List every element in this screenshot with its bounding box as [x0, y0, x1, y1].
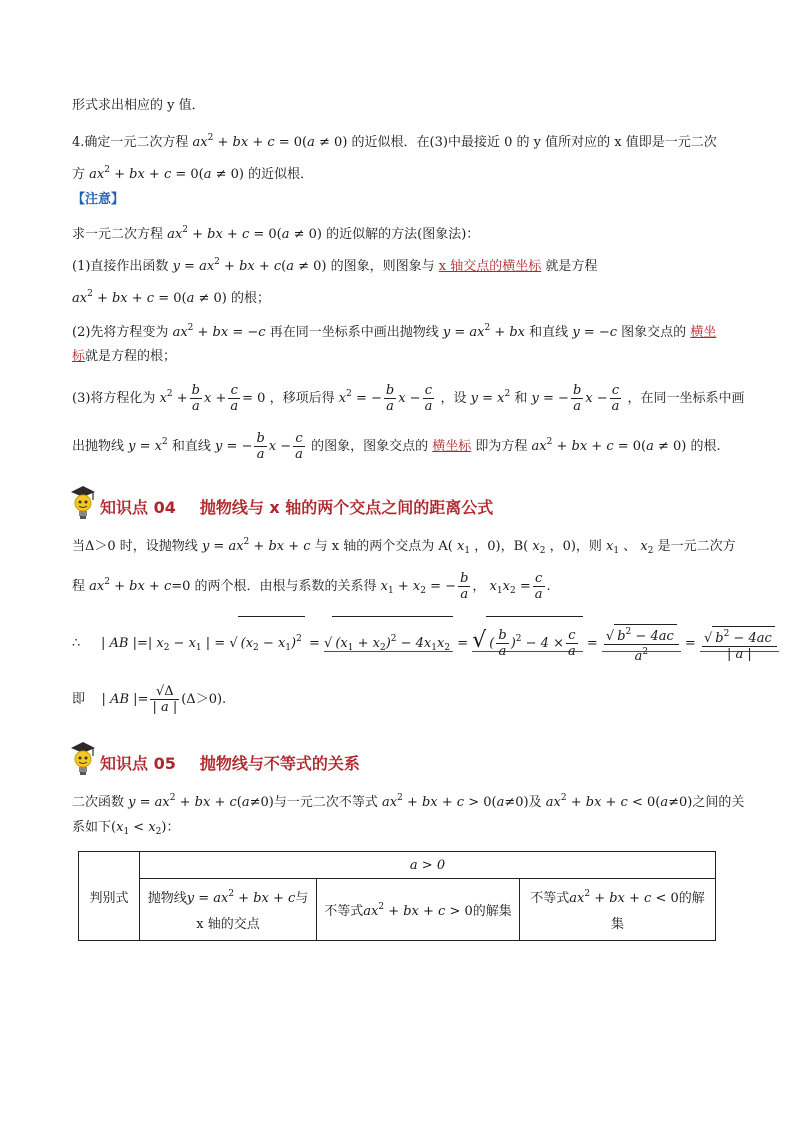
- text: 和直线: [171, 439, 211, 454]
- table-cell-condition: [140, 852, 716, 879]
- equation: $ax^2$ + bx + c = 0(a ≠ 0): [72, 289, 227, 306]
- text: ：: [166, 820, 180, 835]
- equation: $x_1 + x_2$ = − $\frac{b}{a}$: [380, 571, 469, 602]
- paragraph-line: [72, 96, 724, 116]
- equation: $y = ax^2$ + bx + c: [186, 889, 296, 906]
- equation: $y = x^2$: [128, 437, 168, 454]
- paragraph-line: [72, 347, 724, 367]
- text: x 轴的交点: [196, 917, 260, 932]
- equation: $y = x^2$: [470, 389, 511, 406]
- equation: y = − $\frac{b}{a}$ x − $\frac{c}{a}$: [531, 383, 620, 414]
- text: 及: [528, 795, 542, 810]
- equation: $ax^2$ + bx + c = 0(a ≠ 0): [531, 437, 687, 454]
- equation: $x^2$ + $\frac{b}{a}$ x + $\frac{c}{a}$ = 0: [159, 383, 266, 414]
- equation: | AB |= $\frac{√\Delta}{| a |}$: [101, 684, 178, 715]
- text: 二次函数: [72, 795, 125, 810]
- text: 与 x 轴的两个交点为 A(: [314, 539, 453, 554]
- therefore-symbol: ∴: [72, 636, 81, 651]
- lightbulb-scholar-icon: [68, 740, 98, 778]
- section-title-text: 抛物线与 x 轴的两个交点之间的距离公式: [199, 497, 494, 517]
- text: 抛物线: [147, 891, 187, 906]
- text: 的解: [678, 891, 705, 906]
- text: 程: [72, 579, 86, 594]
- highlighted-term: 横坐: [690, 325, 717, 340]
- paragraph-line: [72, 426, 724, 463]
- note-label-line: [72, 190, 724, 210]
- text: 的近似根．在(3)中最接近 0 的 y 值所对应的 x 值即是一元二次: [351, 135, 717, 150]
- table-cell-positive-solution: [317, 879, 520, 941]
- text: 再在同一坐标系中画出抛物线: [269, 325, 439, 340]
- highlighted-term: 横坐标: [432, 439, 472, 454]
- equation: $(x_1 < x_2)$: [111, 820, 167, 837]
- equation: $ax^2$ + bx + c = 0(a ≠ 0): [167, 225, 323, 242]
- equation: $ax^2$ + bx + c: [89, 577, 172, 594]
- text: =0 的两个根．由根与系数的关系得: [171, 579, 377, 594]
- text: 就是方程的根；: [85, 349, 177, 364]
- paragraph-line: [72, 220, 724, 245]
- highlighted-term: 标: [72, 349, 86, 364]
- equation: $ax^2$ + bx + c > 0(a≠0): [382, 793, 529, 810]
- section-number: 知识点 04: [100, 497, 176, 517]
- text: 的根；: [231, 291, 271, 306]
- text: 当Δ＞0 时，设抛物线: [72, 539, 198, 554]
- section-title: [100, 495, 493, 518]
- equation: $ax^2$ + bx = −c: [172, 323, 266, 340]
- equation: $x_2$: [640, 539, 654, 556]
- formula-line: [72, 680, 724, 720]
- table-cell-negative-solution: [520, 879, 716, 941]
- equation: $y = ax^2$ + bx + c: [201, 537, 311, 554]
- text: 和: [514, 391, 528, 406]
- equation: $ax^2$ + bx + c > 0: [363, 902, 473, 919]
- text: 系如下: [72, 820, 112, 835]
- paragraph-line: [72, 160, 724, 185]
- text: 与: [295, 891, 309, 906]
- text: 与一元二次不等式: [273, 795, 378, 810]
- text: 就是方程: [545, 259, 598, 274]
- equation: $x_2$: [532, 539, 546, 556]
- paragraph-line: [72, 128, 724, 153]
- paragraph-line: [72, 818, 724, 842]
- note-label: 【注意】: [72, 192, 125, 207]
- text: 的图象，图象交点的: [311, 439, 429, 454]
- section-number: 知识点 05: [100, 753, 176, 773]
- text: 的近似解的方法(图象法)：: [326, 227, 480, 242]
- equation: $ax^2$ + bx + c < 0: [569, 889, 679, 906]
- text: ，在同一坐标系中画: [627, 391, 745, 406]
- equation: y = −c: [572, 325, 618, 340]
- text: (3)将方程化为: [72, 391, 156, 406]
- equation: $y = ax^2$ + bx: [442, 323, 526, 340]
- relation-table: [78, 851, 716, 939]
- text: 是一元二次方: [657, 539, 736, 554]
- text: 之间的关: [692, 795, 745, 810]
- equation: $ax^2$ + bx + c < 0(a≠0): [545, 793, 693, 810]
- table-row: [79, 879, 716, 941]
- paragraph-line: [72, 318, 724, 343]
- text: 的近似根．: [248, 167, 314, 182]
- paragraph-line: [72, 532, 736, 561]
- text: 即: [72, 692, 86, 707]
- formula-line: [72, 616, 772, 670]
- distance-formula: | AB |=| $x_2 - x_1$ | = √ $(x_2 - x_1)^2$ = √ $(x_1 + x_2)^2 - 4x_1x_2$ = √ ( $\frac{b}{a}$ )$^2$ − 4 × $\frac{c}{a}$ = $\frac{√ b^2 - 4ac}{a^2}$ = $\frac{√ b^2 - 4ac}{| a |}$: [101, 636, 779, 651]
- text: ，移项后得: [269, 391, 335, 406]
- text: ，0)，则: [549, 539, 602, 554]
- text: 即为方程: [475, 439, 528, 454]
- paragraph-line: [72, 252, 724, 277]
- lightbulb-scholar-icon: [68, 484, 98, 522]
- section-heading-04: [72, 490, 493, 522]
- equation: $x_1$: [606, 539, 620, 556]
- text: 不等式: [530, 891, 570, 906]
- table-cell-intersection: [140, 879, 317, 941]
- table-cell-discriminant: 判别式: [79, 852, 140, 941]
- text: 集: [610, 917, 624, 932]
- paragraph-line: [72, 378, 745, 415]
- equation: y = − $\frac{b}{a}$ x − $\frac{c}{a}$: [215, 431, 303, 462]
- text: 的解集: [472, 904, 512, 919]
- text: (2)先将方程变为: [72, 325, 169, 340]
- text: 出抛物线: [72, 439, 125, 454]
- section-title: [100, 751, 360, 774]
- equation: $x_1x_2$ = $\frac{c}{a}$ .: [489, 571, 551, 602]
- text: 的图象，则图象与: [330, 259, 435, 274]
- text: 和直线: [529, 325, 569, 340]
- text: 不等式: [324, 904, 364, 919]
- equation: $x^2$ = − $\frac{b}{a}$ x − $\frac{c}{a}$: [338, 383, 433, 414]
- text: 求一元二次方程: [72, 227, 164, 242]
- table: [78, 851, 716, 941]
- text: 、: [623, 539, 637, 554]
- text: 的根.: [690, 439, 721, 454]
- paragraph-line: [72, 284, 724, 309]
- paragraph-line: [72, 788, 745, 813]
- equation: $x_1$: [457, 539, 471, 556]
- text: ，: [472, 579, 486, 594]
- table-row: [79, 852, 716, 879]
- equation: $y = ax^2$ + bx + c(a≠0): [128, 793, 274, 810]
- equation: $ax^2$ + bx + c = 0(a ≠ 0): [89, 165, 245, 182]
- paragraph-line: [72, 566, 724, 607]
- text: (Δ＞0).: [181, 692, 227, 707]
- condition-text: a > 0: [409, 857, 446, 873]
- section-heading-05: [72, 746, 360, 778]
- text: (1)直接作出函数: [72, 259, 169, 274]
- section-title-text: 抛物线与不等式的关系: [199, 753, 360, 773]
- equation: $y = ax^2$ + bx + c(a ≠ 0): [172, 257, 327, 274]
- highlighted-term: x 轴交点的横坐标: [438, 259, 542, 274]
- text: 图象交点的: [621, 325, 687, 340]
- text: 方: [72, 167, 86, 182]
- text: 形式求出相应的 y 值．: [72, 98, 205, 113]
- text: ，0)，B(: [474, 539, 529, 554]
- text: ，设: [440, 391, 467, 406]
- equation: $ax^2$ + bx + c = 0(a ≠ 0): [192, 133, 348, 150]
- text: 4.确定一元二次方程: [72, 135, 189, 150]
